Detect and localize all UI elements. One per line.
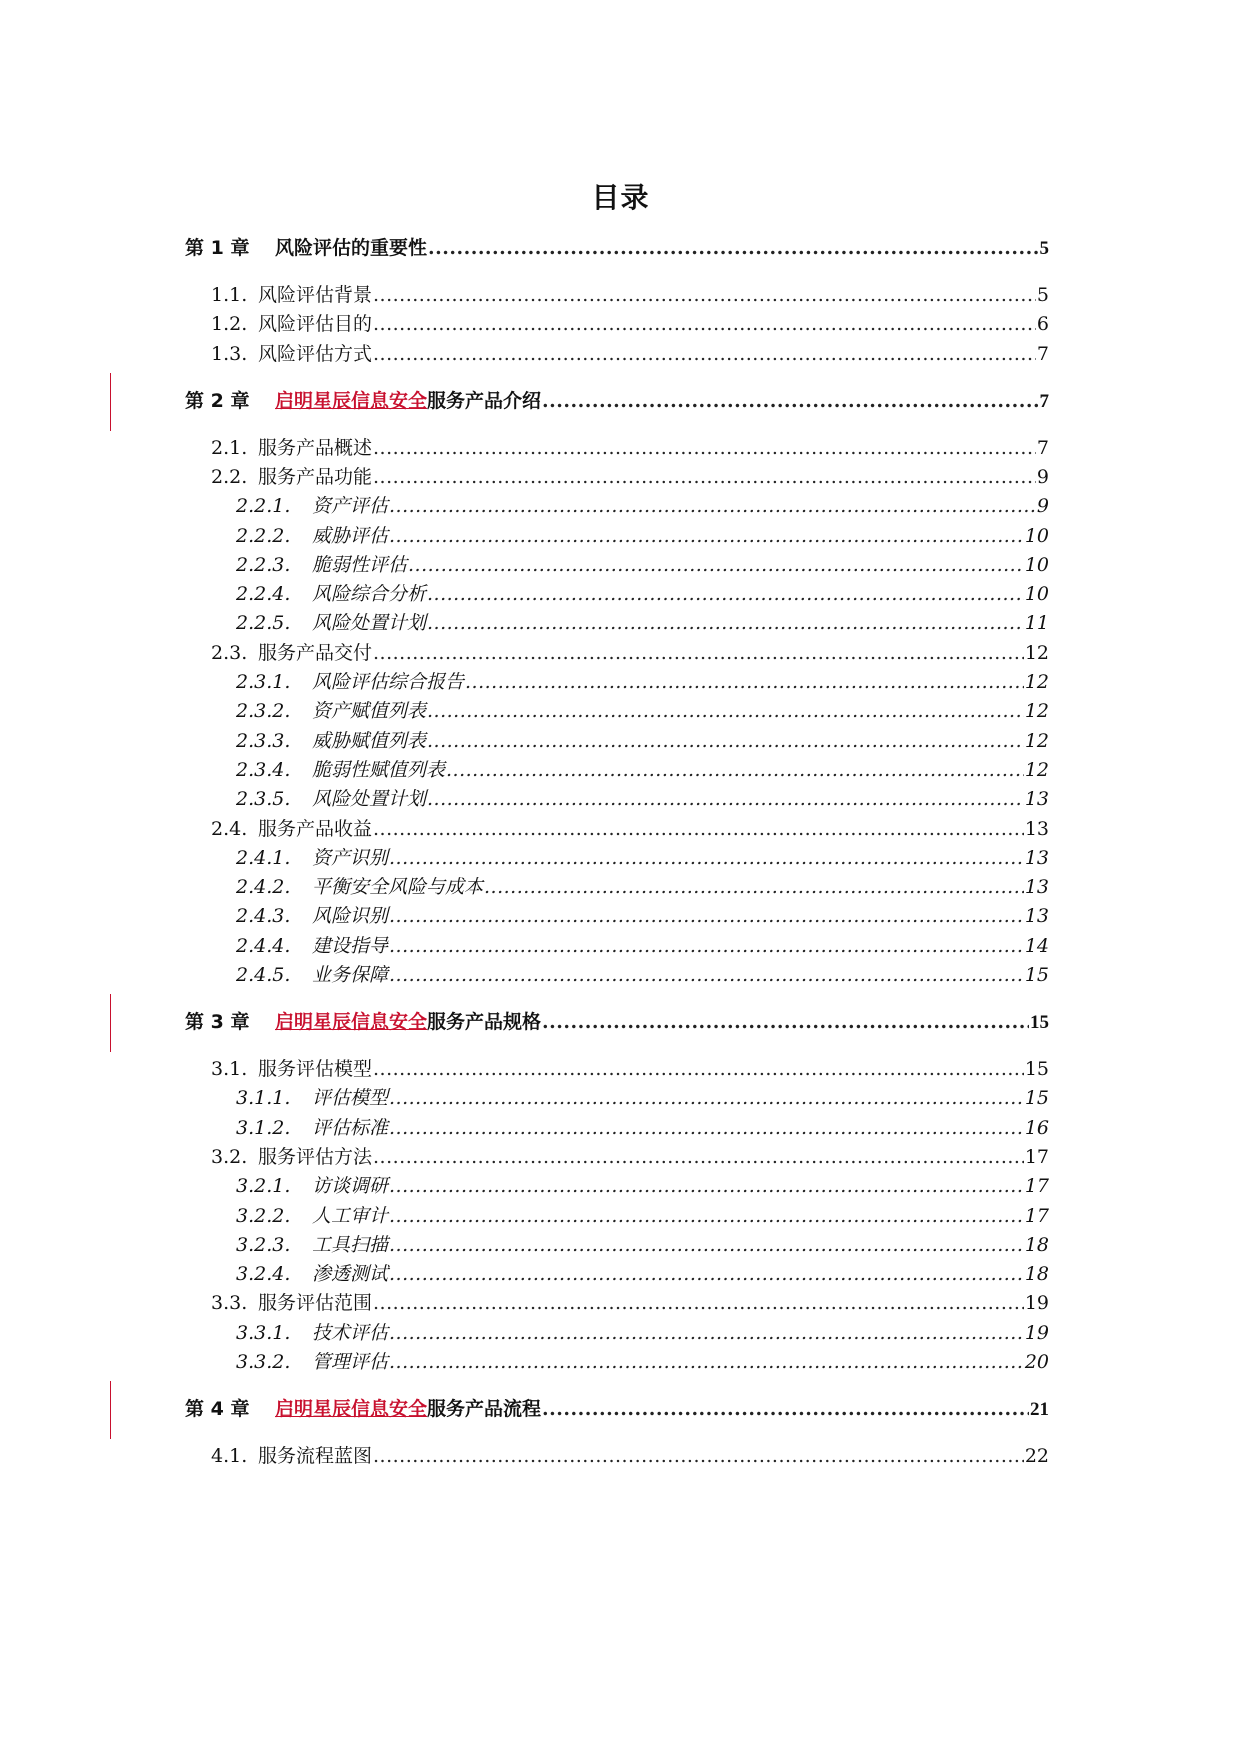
toc-entry-title: 服务产品交付 <box>258 641 373 664</box>
toc-dot-leader <box>389 844 1024 872</box>
toc-entry-level-3[interactable] <box>236 1172 1049 1200</box>
toc-entry-level-3[interactable] <box>236 609 1049 637</box>
toc-page-number: 10 <box>1024 553 1049 576</box>
toc-entry-title: 服务产品功能 <box>258 465 373 488</box>
toc-entry-title: 风险处置计划 <box>312 788 427 811</box>
toc-entry-title: 平衡安全风险与成本 <box>312 876 484 899</box>
toc-entry-title: 评估标准 <box>312 1116 389 1139</box>
toc-entry-level-3[interactable] <box>236 844 1049 872</box>
toc-entry-number: 3.3.1. <box>236 1321 291 1344</box>
toc-entry-number: 2.2.1. <box>236 495 291 518</box>
toc-entry-number: 2.4.1. <box>236 846 291 869</box>
toc-entry-level-3[interactable] <box>236 580 1049 608</box>
toc-dot-leader <box>408 551 1024 579</box>
toc-entry-number: 3.2.1. <box>236 1175 291 1198</box>
toc-page-number: 7 <box>1039 390 1049 412</box>
toc-entry-title: 资产识别 <box>312 846 389 869</box>
toc-dot-leader <box>484 873 1024 901</box>
toc-entry-level-3[interactable] <box>236 932 1049 960</box>
toc-entry-level-1[interactable] <box>185 1395 1049 1423</box>
toc-entry-title: 访谈调研 <box>312 1175 389 1198</box>
revision-change-bar <box>110 373 111 431</box>
toc-page-number: 6 <box>1036 313 1049 336</box>
toc-entry-level-3[interactable] <box>236 668 1049 696</box>
toc-entry-title: 威胁评估 <box>312 524 389 547</box>
toc-entry-number: 2.4.5. <box>236 964 291 986</box>
toc-page-number: 13 <box>1024 905 1049 928</box>
toc-entry-level-3[interactable] <box>236 1348 1049 1376</box>
toc-entry-title: 风险处置计划 <box>312 612 427 635</box>
toc-page-number: 16 <box>1024 1116 1049 1139</box>
toc-entry-number: 第 2 章 <box>185 389 250 412</box>
toc-entry-level-1[interactable] <box>185 1008 1049 1036</box>
toc-dot-leader <box>446 756 1024 784</box>
toc-page-number: 17 <box>1024 1145 1049 1168</box>
toc-dot-leader <box>465 668 1024 696</box>
toc-page-number: 13 <box>1024 788 1049 811</box>
toc-entry-level-3[interactable] <box>236 873 1049 901</box>
toc-page-number: 9 <box>1036 495 1049 518</box>
toc-page-number: 11 <box>1024 612 1049 635</box>
toc-page-number: 19 <box>1024 1321 1049 1344</box>
toc-entry-title: 管理评估 <box>312 1351 389 1373</box>
toc-entry-number: 2.3. <box>211 641 248 664</box>
toc-entry-title: 服务产品介绍 <box>427 389 542 412</box>
toc-dot-leader <box>373 310 1036 338</box>
toc-entry-title: 风险评估背景 <box>258 284 373 306</box>
toc-dot-leader <box>373 434 1036 462</box>
toc-entry-level-3[interactable] <box>236 697 1049 725</box>
toc-entry-number: 第 4 章 <box>185 1398 250 1420</box>
toc-entry-level-2[interactable] <box>211 815 1049 843</box>
toc-entry-title: 服务流程蓝图 <box>258 1445 373 1467</box>
toc-dot-leader <box>373 639 1024 667</box>
revision-change-bar <box>110 1381 111 1439</box>
toc-dot-leader <box>373 281 1036 309</box>
toc-dot-leader <box>389 1260 1024 1288</box>
toc-page-number: 7 <box>1036 436 1049 459</box>
toc-entry-title: 风险评估方式 <box>258 342 373 365</box>
toc-entry-number: 3.1. <box>211 1058 248 1080</box>
toc-entry-number: 4.1. <box>211 1445 248 1467</box>
toc-entry-number: 1.3. <box>211 342 248 365</box>
toc-entry-number: 2.4.3. <box>236 905 291 928</box>
toc-dot-leader <box>373 815 1024 843</box>
toc-page-number: 18 <box>1024 1233 1049 1256</box>
toc-entry-number: 3.1.2. <box>236 1116 291 1139</box>
toc-entry-level-2[interactable] <box>211 1442 1049 1470</box>
toc-entry-title: 技术评估 <box>312 1321 389 1344</box>
toc-dot-leader <box>373 1442 1024 1470</box>
toc-dot-leader <box>542 1008 1029 1036</box>
toc-entry-number: 2.4. <box>211 817 248 840</box>
toc-dot-leader <box>389 1348 1024 1376</box>
toc-dot-leader <box>427 785 1024 813</box>
toc-dot-leader <box>373 1055 1024 1083</box>
toc-entry-level-3[interactable] <box>236 756 1049 784</box>
toc-entry-brand: 启明星辰信息安全 <box>275 389 428 412</box>
toc-entry-number: 2.2. <box>211 465 248 488</box>
toc-dot-leader <box>427 580 1024 608</box>
toc-entry-number: 2.3.3. <box>236 729 291 752</box>
toc-page-number: 17 <box>1024 1204 1049 1227</box>
toc-entry-title: 服务评估范围 <box>258 1292 373 1315</box>
toc-entry-title: 服务评估模型 <box>258 1058 373 1080</box>
toc-dot-leader <box>389 1114 1024 1142</box>
toc-entry-level-3[interactable] <box>236 1231 1049 1259</box>
toc-entry-number: 2.2.5. <box>236 612 291 635</box>
toc-page-number: 7 <box>1036 342 1049 365</box>
toc-entry-title: 资产赋值列表 <box>312 700 427 723</box>
toc-page-number: 12 <box>1024 729 1049 752</box>
toc-dot-leader <box>389 902 1024 930</box>
toc-entry-number: 3.2.4. <box>236 1263 291 1286</box>
toc-entry-number: 2.3.4. <box>236 758 291 781</box>
toc-entry-title: 风险综合分析 <box>312 583 427 606</box>
toc-dot-leader <box>427 609 1024 637</box>
toc-entry-level-2[interactable] <box>211 639 1049 667</box>
toc-dot-leader <box>389 1202 1024 1230</box>
toc-dot-leader <box>542 387 1038 415</box>
toc-entry-level-3[interactable] <box>236 785 1049 813</box>
toc-page-number: 14 <box>1024 934 1049 957</box>
toc-entry-level-3[interactable] <box>236 492 1049 520</box>
toc-dot-leader <box>389 932 1024 960</box>
toc-dot-leader <box>373 1143 1024 1171</box>
toc-entry-title: 服务评估方法 <box>258 1145 373 1168</box>
toc-entry-level-3[interactable] <box>236 961 1049 989</box>
toc-dot-leader <box>389 1084 1024 1112</box>
toc-entry-number: 3.3.2. <box>236 1351 291 1373</box>
toc-page-number: 22 <box>1024 1445 1049 1467</box>
toc-page-number: 12 <box>1024 758 1049 781</box>
toc-entry-title: 服务产品概述 <box>258 436 373 459</box>
toc-entry-level-3[interactable] <box>236 551 1049 579</box>
toc-entry-title: 渗透测试 <box>312 1263 389 1286</box>
toc-page-number: 12 <box>1024 671 1049 693</box>
toc-page-number: 15 <box>1024 964 1049 986</box>
toc-entry-level-2[interactable] <box>211 1143 1049 1171</box>
toc-entry-number: 1.2. <box>211 313 248 336</box>
toc-page-number: 18 <box>1024 1263 1049 1286</box>
toc-page-number: 12 <box>1024 641 1049 664</box>
toc-entry-number: 1.1. <box>211 284 248 306</box>
toc-entry-number: 3.2. <box>211 1145 248 1168</box>
toc-page-number: 9 <box>1036 465 1049 488</box>
toc-entry-title: 脆弱性赋值列表 <box>312 758 446 781</box>
toc-entry-brand: 启明星辰信息安全 <box>275 1011 428 1033</box>
toc-entry-level-2[interactable] <box>211 310 1049 338</box>
toc-dot-leader <box>428 234 1038 262</box>
toc-entry-title: 建设指导 <box>312 934 389 957</box>
toc-entry-level-2[interactable] <box>211 1055 1049 1083</box>
toc-page-number: 5 <box>1036 284 1049 306</box>
toc-entry-level-2[interactable] <box>211 281 1049 309</box>
toc-dot-leader <box>373 463 1036 491</box>
toc-entry-title: 服务产品收益 <box>258 817 373 840</box>
toc-entry-title: 服务产品流程 <box>427 1398 542 1420</box>
toc-entry-brand: 启明星辰信息安全 <box>275 1398 428 1420</box>
toc-entry-number: 2.1. <box>211 436 248 459</box>
toc-entry-level-1[interactable] <box>185 234 1049 262</box>
toc-page-number: 10 <box>1024 524 1049 547</box>
toc-entry-level-3[interactable] <box>236 1319 1049 1347</box>
toc-entry-title: 资产评估 <box>312 495 389 518</box>
toc-entry-title: 风险评估综合报告 <box>312 671 465 693</box>
toc-entry-number: 2.3.2. <box>236 700 291 723</box>
toc-dot-leader <box>389 522 1024 550</box>
toc-dot-leader <box>389 1231 1024 1259</box>
toc-dot-leader <box>427 697 1024 725</box>
toc-page-number: 10 <box>1024 583 1049 606</box>
toc-page-number: 17 <box>1024 1175 1049 1198</box>
toc-entry-title: 服务产品规格 <box>427 1011 542 1033</box>
toc-page-number: 19 <box>1024 1292 1049 1315</box>
toc-dot-leader <box>373 1289 1024 1317</box>
toc-page-number: 5 <box>1039 238 1049 259</box>
toc-dot-leader <box>542 1395 1029 1423</box>
toc-entry-number: 2.2.4. <box>236 583 291 606</box>
toc-entry-title: 威胁赋值列表 <box>312 729 427 752</box>
toc-entry-number: 2.2.2. <box>236 524 291 547</box>
toc-page-number: 12 <box>1024 700 1049 723</box>
toc-entry-number: 2.3.1. <box>236 671 291 693</box>
toc-entry-number: 3.2.2. <box>236 1204 291 1227</box>
toc-title: 目录 <box>591 181 650 214</box>
toc-entry-title: 风险评估的重要性 <box>275 237 428 259</box>
toc-page-number: 15 <box>1024 1087 1049 1110</box>
toc-entry-level-1[interactable] <box>185 387 1049 415</box>
toc-entry-number: 第 3 章 <box>185 1011 250 1033</box>
toc-entry-level-3[interactable] <box>236 1202 1049 1230</box>
toc-entry-number: 第 1 章 <box>185 237 250 259</box>
toc-entry-level-2[interactable] <box>211 1289 1049 1317</box>
toc-entry-title: 风险识别 <box>312 905 389 928</box>
toc-page-number: 15 <box>1030 1012 1049 1033</box>
toc-entry-title: 脆弱性评估 <box>312 553 408 576</box>
toc-entry-level-3[interactable] <box>236 1260 1049 1288</box>
toc-entry-level-3[interactable] <box>236 727 1049 755</box>
toc-page-number: 13 <box>1024 817 1049 840</box>
toc-entry-title: 风险评估目的 <box>258 313 373 336</box>
toc-entry-number: 2.4.4. <box>236 934 291 957</box>
toc-entry-level-3[interactable] <box>236 1084 1049 1112</box>
toc-page-number: 15 <box>1024 1058 1049 1080</box>
toc-entry-level-3[interactable] <box>236 1114 1049 1142</box>
toc-entry-number: 3.2.3. <box>236 1233 291 1256</box>
toc-entry-level-2[interactable] <box>211 463 1049 491</box>
toc-entry-number: 2.2.3. <box>236 553 291 576</box>
toc-dot-leader <box>389 1172 1024 1200</box>
toc-dot-leader <box>389 492 1036 520</box>
toc-entry-number: 3.1.1. <box>236 1087 291 1110</box>
toc-dot-leader <box>389 961 1024 989</box>
toc-entry-level-3[interactable] <box>236 902 1049 930</box>
toc-page-number: 20 <box>1024 1351 1049 1373</box>
toc-entry-number: 2.4.2. <box>236 876 291 899</box>
toc-dot-leader <box>427 727 1024 755</box>
toc-entry-level-3[interactable] <box>236 522 1049 550</box>
toc-entry-level-2[interactable] <box>211 340 1049 368</box>
revision-change-bar <box>110 994 111 1052</box>
toc-page-number: 13 <box>1024 876 1049 899</box>
toc-entry-title: 人工审计 <box>312 1204 389 1227</box>
toc-page-number: 13 <box>1024 846 1049 869</box>
toc-dot-leader <box>389 1319 1024 1347</box>
toc-page-number: 21 <box>1030 1399 1049 1420</box>
toc-entry-title: 工具扫描 <box>312 1233 389 1256</box>
toc-entry-number: 3.3. <box>211 1292 248 1315</box>
toc-entry-title: 评估模型 <box>312 1087 389 1110</box>
toc-entry-number: 2.3.5. <box>236 788 291 811</box>
toc-entry-level-2[interactable] <box>211 434 1049 462</box>
toc-entry-title: 业务保障 <box>312 964 389 986</box>
toc-dot-leader <box>373 340 1036 368</box>
